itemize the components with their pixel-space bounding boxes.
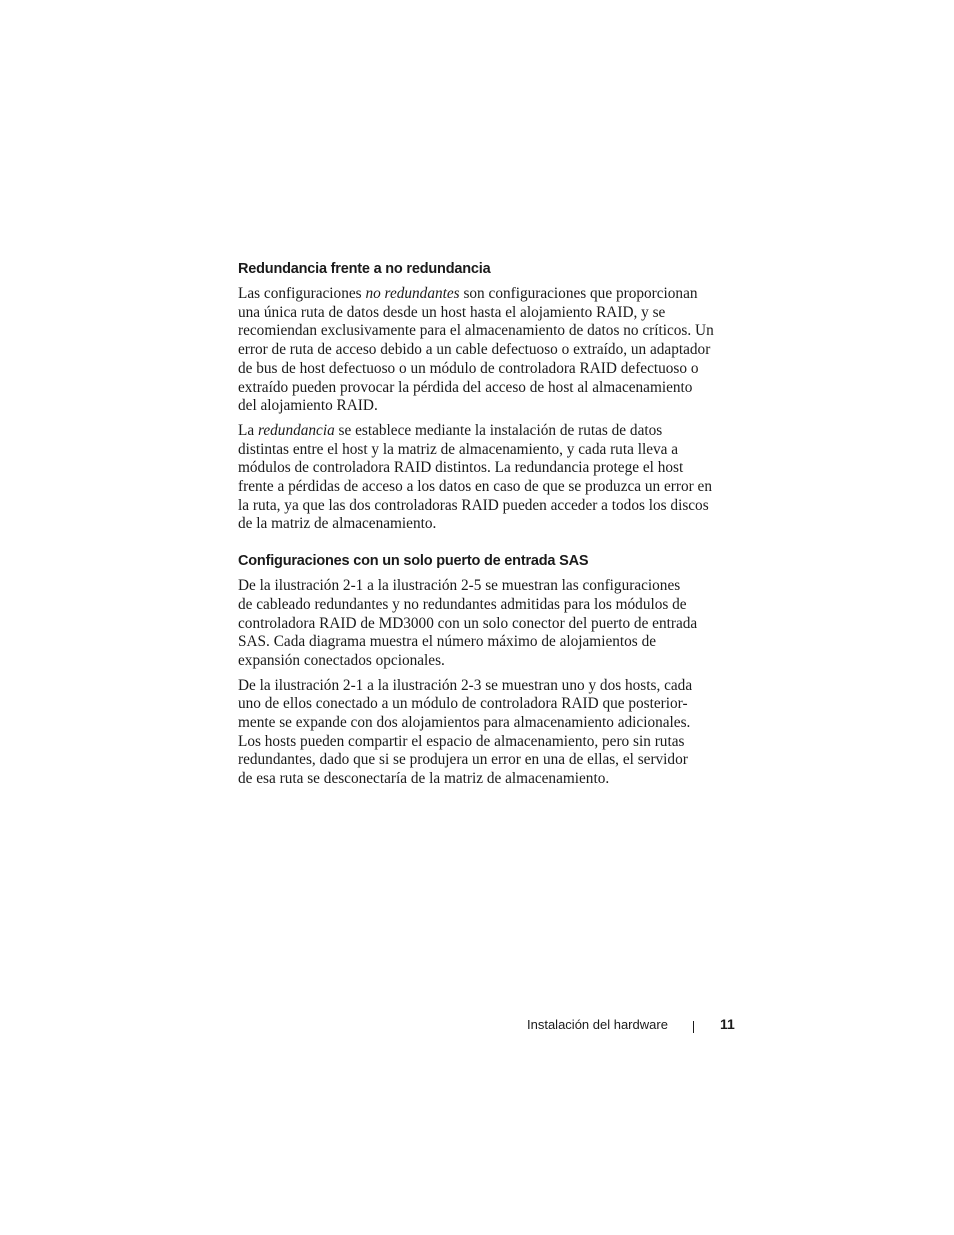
paragraph-cabling-configs <box>238 577 738 671</box>
paragraph-line: la ruta, ya que las dos controladoras RAID pueden acceder a todos los discos <box>238 496 709 514</box>
page-content <box>238 260 738 795</box>
paragraph-line: error de ruta de acceso debido a un cable defectuoso o extraído, un adaptador <box>238 341 711 359</box>
section-heading-redundancy: Redundancia frente a no redundancia <box>238 261 491 277</box>
emphasis-text: no redundantes <box>365 285 460 302</box>
paragraph-line <box>238 285 738 304</box>
paragraph-line: de bus de host defectuoso o un módulo de controladora RAID defectuoso o <box>238 359 699 377</box>
paragraph-hosts <box>238 677 738 789</box>
page-footer <box>527 1015 737 1035</box>
paragraph-line: Los hosts pueden compartir el espacio de almacenamiento, pero sin rutas <box>238 732 685 750</box>
paragraph-line: De la ilustración 2-1 a la ilustración 2-5 se muestran las configuraciones <box>238 577 681 595</box>
footer-section-title: Instalación del hardware <box>527 1017 668 1032</box>
footer-divider <box>693 1021 694 1033</box>
paragraph-line: de esa ruta se desconectaría de la matriz de almacenamiento. <box>238 770 610 788</box>
paragraph-line: distintas entre el host y la matriz de almacenamiento, y cada ruta lleva a <box>238 440 679 458</box>
section-heading-single-sas-port: Configuraciones con un solo puerto de entrada SAS <box>238 553 589 570</box>
paragraph-line: uno de ellos conectado a un módulo de controladora RAID que posterior- <box>238 695 688 713</box>
paragraph-line: de la matriz de almacenamiento. <box>238 515 437 533</box>
text-run: La <box>238 421 258 439</box>
paragraph-line: redundantes, dado que si se produjera un error en una de ellas, el servidor <box>238 751 688 769</box>
paragraph-line: De la ilustración 2-1 a la ilustración 2-3 se muestran uno y dos hosts, cada <box>238 676 693 694</box>
paragraph-line: expansión conectados opcionales. <box>238 651 445 669</box>
paragraph-line <box>238 422 738 441</box>
text-run: son configuraciones que proporcionan <box>459 285 698 302</box>
text-run: se establece mediante la instalación de rutas de datos <box>334 421 663 439</box>
page-number: 11 <box>720 1016 735 1032</box>
paragraph-line: de cableado redundantes y no redundantes admitidas para los módulos de <box>238 595 687 613</box>
paragraph-line: módulos de controladora RAID distintos. La redundancia protege el host <box>238 459 684 477</box>
text-run: Las configuraciones <box>238 285 366 302</box>
paragraph-line: mente se expande con dos alojamientos para almacenamiento adicionales. <box>238 714 691 732</box>
paragraph-line: extraído pueden provocar la pérdida del acceso de host al almacenamiento <box>238 378 693 396</box>
paragraph-non-redundant <box>238 285 738 416</box>
paragraph-redundancy <box>238 422 738 534</box>
paragraph-line: controladora RAID de MD3000 con un solo conector del puerto de entrada <box>238 614 698 632</box>
emphasis-text: redundancia <box>257 421 335 439</box>
paragraph-line: SAS. Cada diagrama muestra el número máximo de alojamientos de <box>238 633 657 651</box>
paragraph-line: del alojamiento RAID. <box>238 397 378 415</box>
paragraph-line: una única ruta de datos desde un host hasta el alojamiento RAID, y se <box>238 303 666 321</box>
paragraph-line: frente a pérdidas de acceso a los datos en caso de que se produzca un error en <box>238 478 712 496</box>
paragraph-line: recomiendan exclusivamente para el almacenamiento de datos no críticos. Un <box>238 322 714 340</box>
